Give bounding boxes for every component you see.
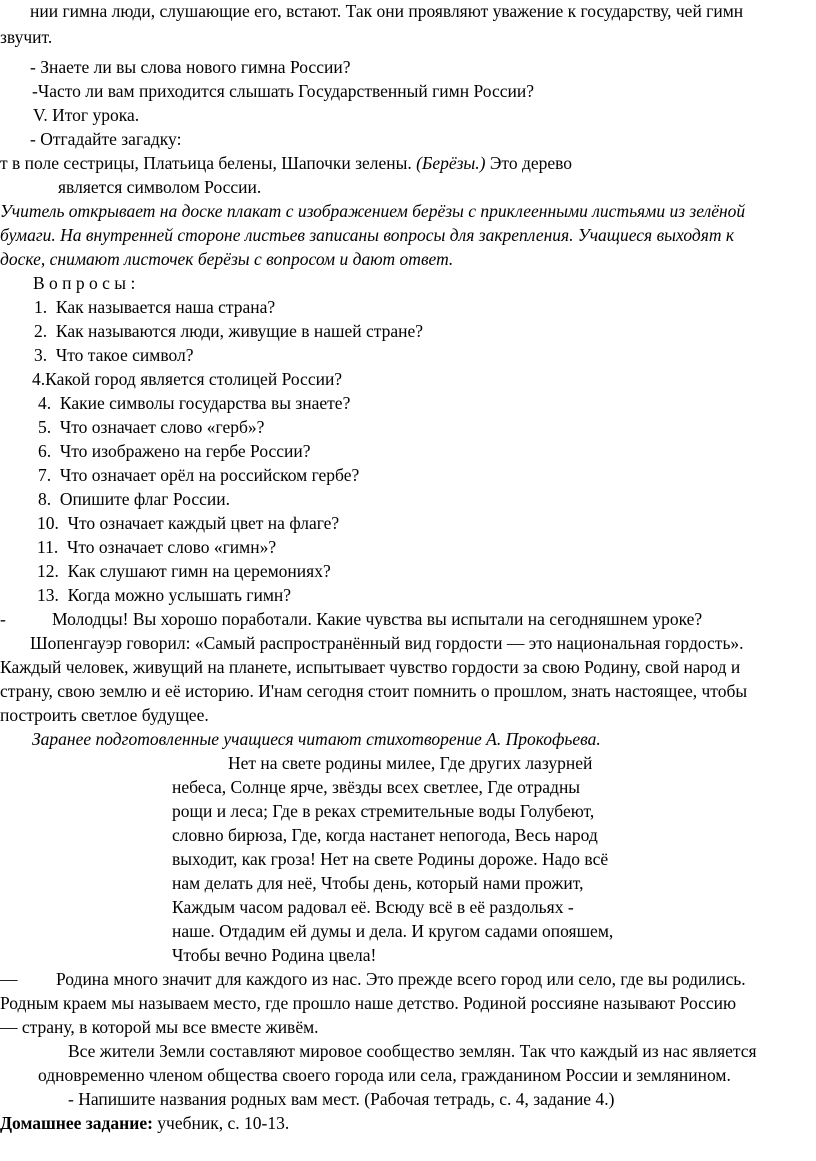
quote-line: построить светлое будущее. bbox=[0, 705, 209, 725]
quote-line: Шопенгауэр говорил: «Самый распространённый вид гордости — это национальная гордость». bbox=[30, 633, 744, 653]
poem-line: рощи и леса; Где в реках стремительные воды Голубеют, bbox=[172, 801, 595, 821]
riddle-prompt: - Отгадайте загадку: bbox=[30, 129, 182, 149]
question-text: Опишите флаг России. bbox=[59, 489, 230, 509]
question-item bbox=[37, 512, 339, 534]
question-item bbox=[34, 320, 423, 342]
question-line: - Знаете ли вы слова нового гимна России? bbox=[30, 57, 351, 77]
question-number: 12. bbox=[37, 561, 59, 581]
question-item bbox=[38, 392, 350, 414]
question-text: Что изображено на гербе России? bbox=[59, 441, 311, 461]
question-number: 10. bbox=[37, 513, 59, 533]
poem-line: Каждым часом радовал её. Всюду всё в её раздольях - bbox=[172, 897, 574, 917]
question-text: Как называются люди, живущие в нашей стране? bbox=[55, 321, 424, 341]
question-number: 6. bbox=[38, 441, 52, 461]
poem-note: Заранее подготовленные учащиеся читают стихотворение А. Прокофьева. bbox=[32, 729, 601, 749]
poem-line: наше. Отдадим ей думы и дела. И кругом садами опояшем, bbox=[172, 921, 614, 941]
riddle-answer: (Берёзы.) bbox=[416, 153, 486, 173]
question-number: 5. bbox=[38, 417, 52, 437]
question-item bbox=[37, 560, 331, 582]
riddle-body: т в поле сестрицы, Платьица белены, Шапочки зелены. bbox=[0, 153, 412, 173]
riddle-text bbox=[0, 152, 572, 174]
question-text: Что означает орёл на российском гербе? bbox=[59, 465, 360, 485]
teacher-note-line: доске, снимают листочек берёзы с вопросом и дают ответ. bbox=[0, 249, 454, 269]
text-line: звучит. bbox=[0, 27, 53, 47]
question-text: Что такое символ? bbox=[55, 345, 194, 365]
quote-line: Каждый человек, живущий на планете, испытывает чувство гордости за свою Родину, свой народ и bbox=[0, 657, 741, 677]
question-item bbox=[32, 368, 342, 390]
question-text: Как называется наша страна? bbox=[55, 297, 276, 317]
question-number: 7. bbox=[38, 465, 52, 485]
question-number: 3. bbox=[34, 345, 48, 365]
question-number: 4. bbox=[38, 393, 52, 413]
poem-line: небеса, Солнце ярче, звёзды всех светлее, Где отрадны bbox=[172, 777, 581, 797]
community-line: Все жители Земли составляют мировое сообщество землян. Так что каждый из нас является bbox=[68, 1041, 757, 1061]
task-line: - Напишите названия родных вам мест. (Рабочая тетрадь, с. 4, задание 4.) bbox=[68, 1089, 615, 1109]
teacher-note-line: Учитель открывает на доске плакат с изображением берёзы с приклеенными листьями из зелёной bbox=[0, 201, 746, 221]
praise-text: Молодцы! Вы хорошо поработали. Какие чувства вы испытали на сегодняшнем уроке? bbox=[52, 609, 703, 629]
homework-line bbox=[0, 1112, 289, 1134]
homework-text: учебник, с. 10-13. bbox=[152, 1113, 290, 1133]
question-text: Что означает слово «гимн»? bbox=[66, 537, 277, 557]
question-line: -Часто ли вам приходится слышать Государственный гимн России? bbox=[32, 81, 534, 101]
question-number: 2. bbox=[34, 321, 48, 341]
poem-line: Нет на свете родины милее, Где других лазурней bbox=[228, 753, 593, 773]
community-line: одновременно членом общества своего города или села, гражданином России и землянином. bbox=[38, 1065, 731, 1085]
question-item bbox=[38, 440, 311, 462]
question-number: 13. bbox=[37, 585, 59, 605]
quote-line: страну, свою землю и её историю. И'нам сегодня стоит помнить о прошлом, знать настоящее, чтобы bbox=[0, 681, 748, 701]
question-item bbox=[34, 344, 194, 366]
question-text: Когда можно услышать гимн? bbox=[67, 585, 292, 605]
question-number: 11. bbox=[37, 537, 59, 557]
question-text: Какой город является столицей России? bbox=[45, 369, 343, 389]
poem-line: словно бирюза, Где, когда настанет непогода, Весь народ bbox=[172, 825, 598, 845]
question-text: Какие символы государства вы знаете? bbox=[59, 393, 351, 413]
poem-line: Чтобы вечно Родина цвела! bbox=[172, 945, 377, 965]
homeland-line: Родина много значит для каждого из нас. Это прежде всего город или село, где вы родились. bbox=[56, 969, 746, 989]
question-number: 8. bbox=[38, 489, 52, 509]
homework-label: Домашнее задание: bbox=[0, 1113, 153, 1133]
poem-line: выходит, как гроза! Нет на свете Родины дороже. Надо всё bbox=[172, 849, 609, 869]
homeland-dash: — bbox=[0, 969, 18, 989]
praise-dash: - bbox=[0, 609, 6, 629]
text-line: является символом России. bbox=[58, 177, 262, 197]
stage-heading: V. Итог урока. bbox=[33, 105, 140, 125]
question-item bbox=[37, 584, 291, 606]
question-text: Как слушают гимн на церемониях? bbox=[67, 561, 331, 581]
riddle-tail: Это дерево bbox=[485, 153, 573, 173]
question-number: 1. bbox=[34, 297, 48, 317]
text-line: нии гимна люди, слушающие его, встают. Так они проявляют уважение к государству, чей гимн bbox=[30, 1, 744, 21]
homeland-line: — страну, в которой мы все вместе живём. bbox=[0, 1017, 319, 1037]
question-text: Что означает слово «герб»? bbox=[59, 417, 265, 437]
questions-title: В о п р о с ы : bbox=[33, 273, 136, 293]
question-item bbox=[37, 536, 276, 558]
question-item bbox=[34, 296, 275, 318]
homeland-line: Родным краем мы называем место, где прошло наше детство. Родиной россияне называют Россию bbox=[0, 993, 737, 1013]
question-text: Что означает каждый цвет на флаге? bbox=[67, 513, 340, 533]
question-number: 4. bbox=[32, 369, 46, 389]
poem-line: нам делать для неё, Чтобы день, который нами прожит, bbox=[172, 873, 584, 893]
question-item bbox=[38, 416, 264, 438]
teacher-note-line: бумаги. На внутренней стороне листьев записаны вопросы для закрепления. Учащиеся выходят к bbox=[0, 225, 735, 245]
question-item bbox=[38, 464, 359, 486]
question-item bbox=[38, 488, 230, 510]
